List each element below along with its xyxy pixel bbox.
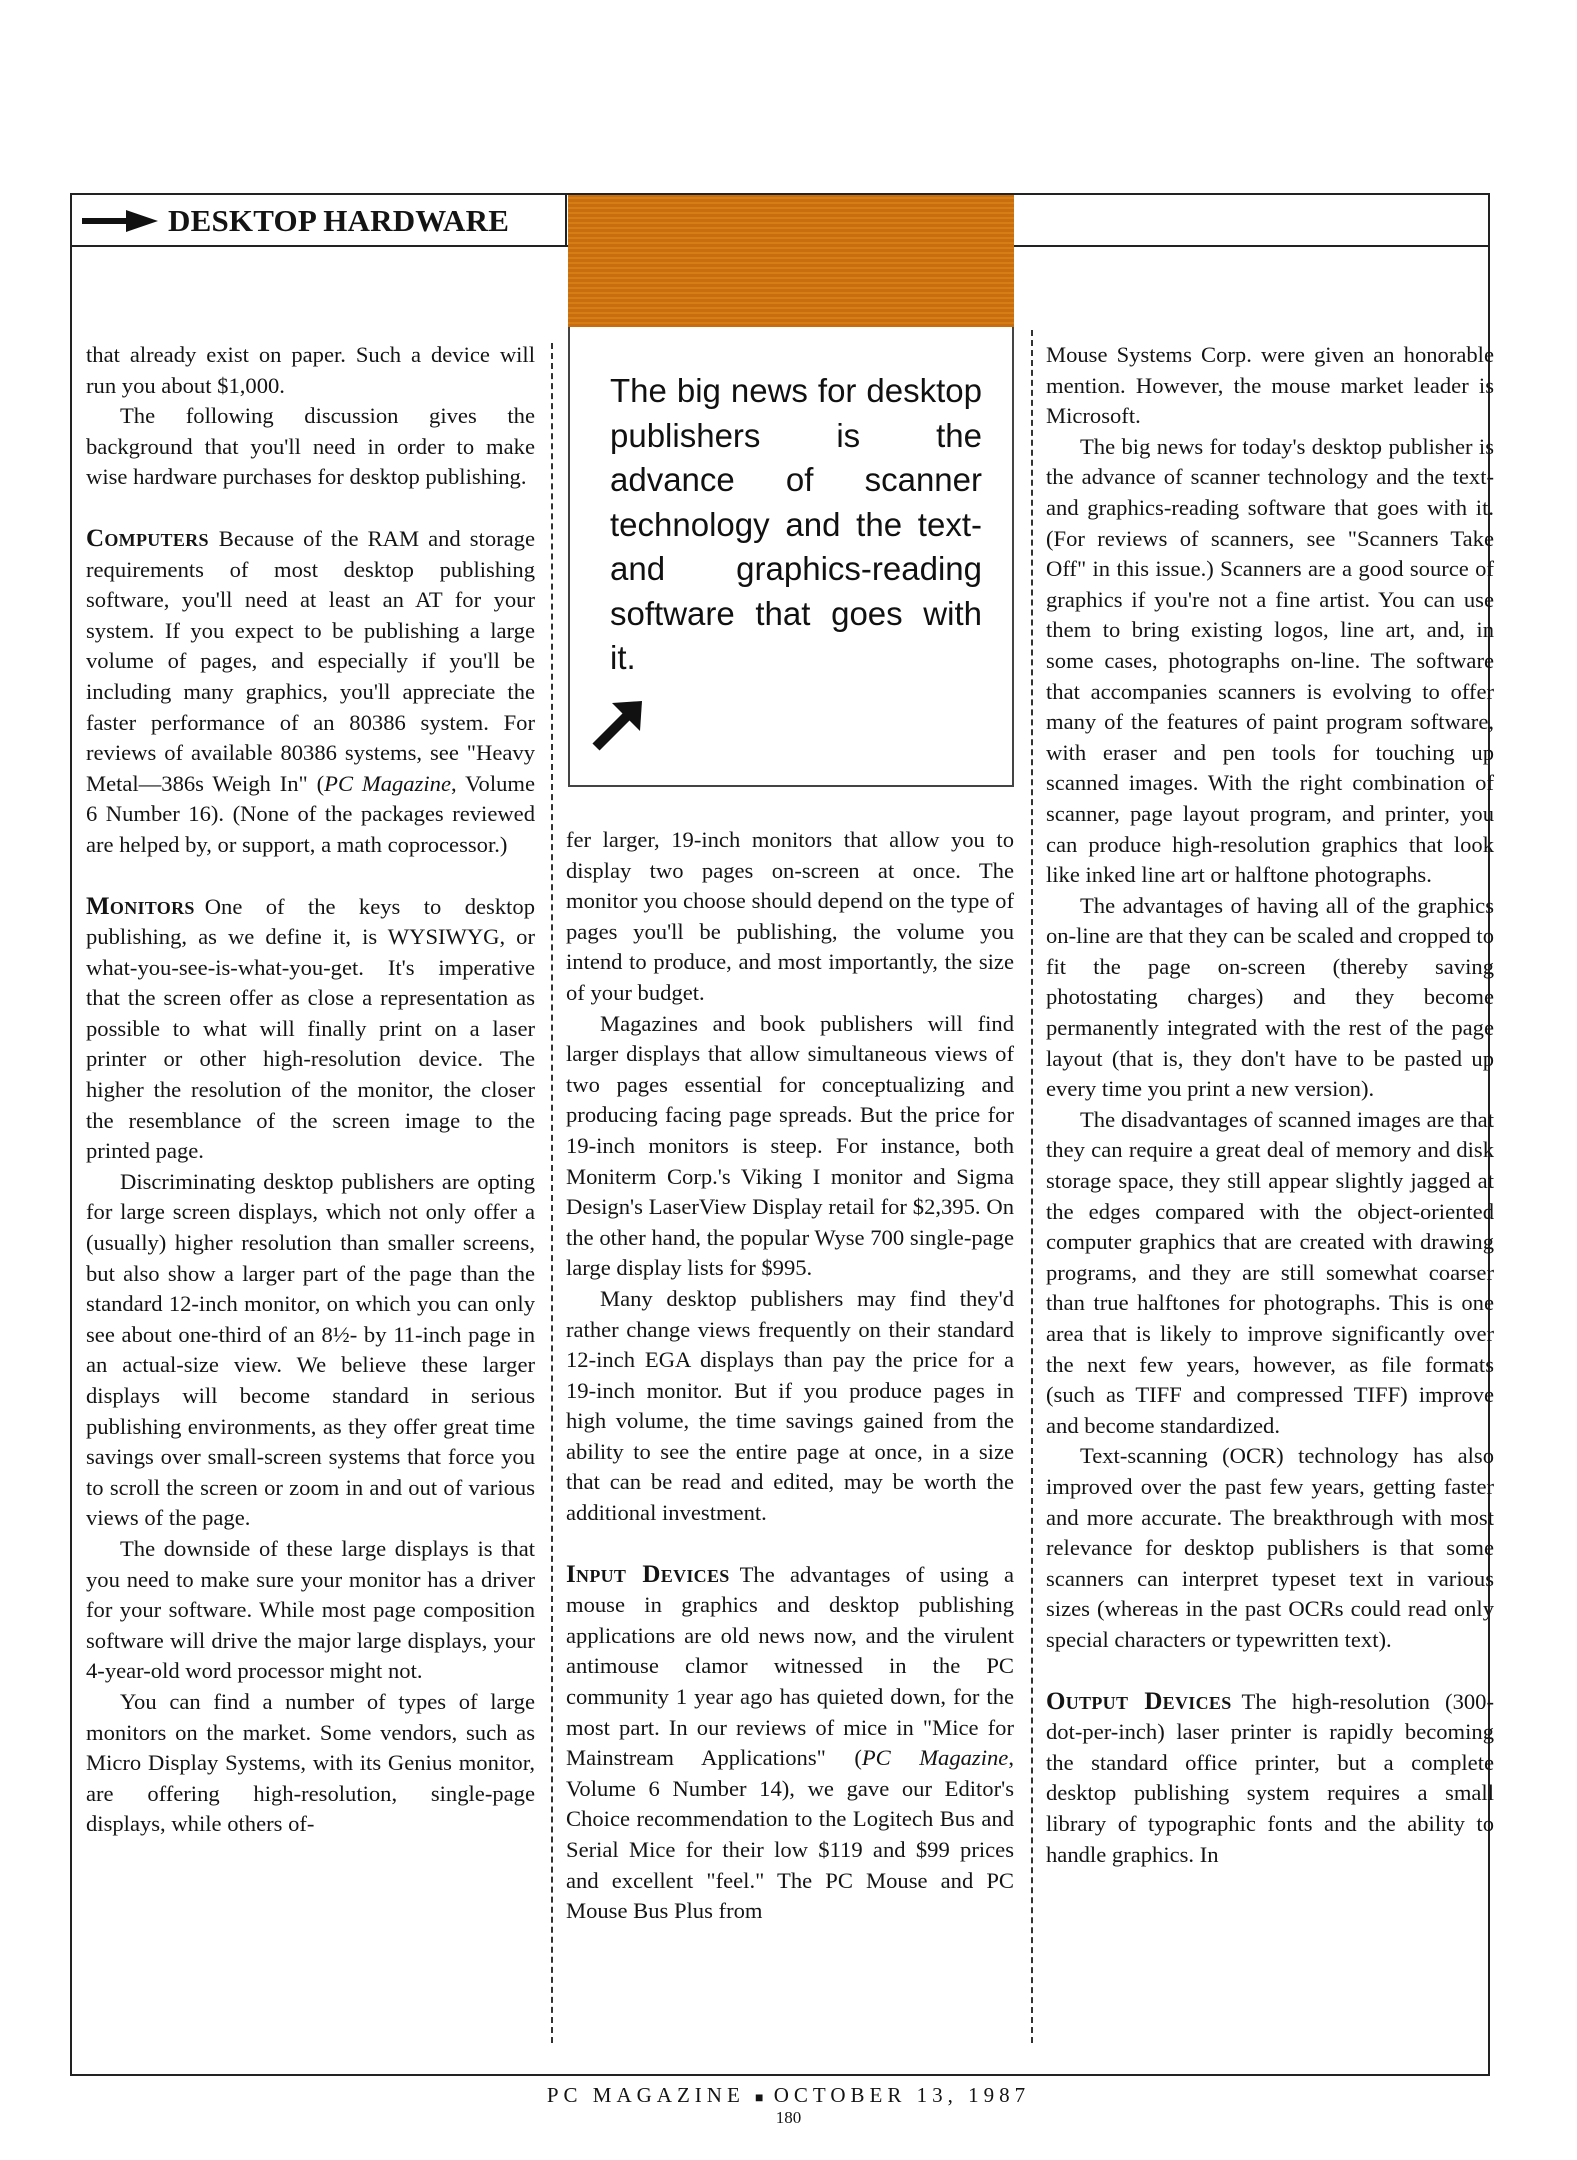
section-title: DESKTOP HARDWARE: [168, 203, 510, 238]
publication-title: PC Magazine: [861, 1745, 1009, 1771]
page-footer: [0, 2083, 1577, 2128]
orange-banner: [568, 195, 1014, 327]
separator-glyph: ■: [755, 2091, 764, 2106]
column-2: [566, 825, 1014, 1927]
paragraph: The following discussion gives the background that you'll need in order to make wise hardware purchases for desktop publishing.: [86, 403, 535, 490]
arrow-right-icon: [82, 210, 158, 232]
section-header: [82, 200, 509, 242]
paragraph: The disadvantages of scanned images are that they can require a great deal of memory and disk storage space, they still appear slightly jagged at the edges compared with the object-oriented computer graphics that are created with drawing programs, and they are still somewhat coarser than true halftones for photographs. This is one area that is likely to improve significantly over the next few years, however, as file formats (such as TIFF and compressed TIFF) improve and become standardized.: [1046, 1106, 1494, 1438]
monitors-section: [86, 892, 535, 1167]
column-1: [86, 340, 535, 1840]
computers-section: [86, 524, 535, 861]
pull-quote-box: [568, 327, 1014, 787]
subhead-monitors: Monitors: [86, 892, 195, 920]
subhead-output-devices: Output Devices: [1046, 1687, 1232, 1715]
input-devices-section: [566, 1560, 1014, 1927]
column-rule-right: [1031, 330, 1033, 2043]
paragraph: The downside of these large displays is that you need to make sure your monitor has a driver for your software. While most page composition software will drive the major large displays, your 4-year-old word processor might not.: [86, 1535, 535, 1684]
column-3: [1046, 340, 1494, 1870]
paragraph: Text-scanning (OCR) technology has also improved over the past few years, getting faster and more accurate. The breakthrough with most relevance for desktop publishers is that some scanners can interpret typeset text in various sizes (whereas in the past OCRs could read only special characters or typewritten text).: [1046, 1443, 1494, 1652]
output-devices-section: [1046, 1687, 1494, 1871]
paragraph-text: , Volume 6 Number 16). (None of the packages reviewed are helped by, or support, a math coprocessor.): [86, 770, 535, 857]
paragraph-text: The high-resolution (300-dot-per-inch) laser printer is rapidly becoming the standard office printer, but a complete desktop publishing system requires a small library of typographic fonts and the ability to handle graphics. In: [1046, 1688, 1494, 1867]
paragraph-text: One of the keys to desktop publishing, as we define it, is WYSIWYG, or what-you-see-is-what-you-get. It's imperative that the screen offer as close a representation as possible to what will finally print on a laser printer or other high-resolution device. The higher the resolution of the monitor, the closer the resemblance of the screen image to the printed page.: [86, 893, 535, 1164]
paragraph: Discriminating desktop publishers are opting for large screen displays, which not only offer a (usually) higher resolution than smaller screens, but also show a larger part of the page than the standard 12-inch monitor, on which you can only see about one-third of an 8½- by 11-inch page in an actual-size view. We believe these larger displays will become standard in serious publishing environments, as they offer great time savings over small-screen systems that force you to scroll the screen or zoom in and out of various views of the page.: [86, 1168, 535, 1531]
page-number: 180: [775, 2108, 802, 2127]
header-divider: [565, 193, 567, 247]
subhead-computers: Computers: [86, 524, 209, 552]
publication-title: PC Magazine: [324, 770, 452, 796]
issue-date: OCTOBER 13, 1987: [773, 2083, 1031, 2107]
paragraph: Many desktop publishers may find they'd rather change views frequently on their standard 12-inch EGA displays than pay the price for a 19-inch monitor. But if you produce pages in high volume, the time savings gained from the ability to see the entire page at once, in a size that can be read and edited, may be worth the additional investment.: [566, 1285, 1014, 1526]
paragraph: Magazines and book publishers will find larger displays that allow simultaneous views of two pages essential for conceptualizing and producing facing page spreads. But the price for 19-inch monitors is steep. For instance, both Moniterm Corp.'s Viking I monitor and Sigma Design's LaserView Display retail for $2,395. On the other hand, the popular Wyse 700 single-page large display lists for $995.: [566, 1010, 1014, 1281]
pull-quote: The big news for desktop publishers is the advance of scanner technology and the text- and graphics-reading software that goes with it.: [610, 372, 982, 676]
paragraph: The advantages of having all of the graphics on-line are that they can be scaled and cropped to fit the page on-screen (thereby saving photostating charges) and they become permanently integrated with the rest of the page layout (that is, they don't have to be pasted up every time you print a new version).: [1046, 892, 1494, 1102]
paragraph: Mouse Systems Corp. were given an honorable mention. However, the mouse market leader is Microsoft.: [1046, 342, 1494, 429]
paragraph: The big news for today's desktop publisher is the advance of scanner technology and the text- and graphics-reading software that goes with it. (For reviews of scanners, see "Scanners Take Off" in this issue.) Scanners are a good source of graphics if you're not a fine artist. You can use them to bring existing logos, line art, and, in some cases, photographs on-line. The software that accompanies scanners is evolving to offer many of the features of paint program software, with eraser and pen tools for touching up scanned images. With the right combination of scanner, page layout program, and printer, you can produce high-resolution graphics that look like inked line art or halftone photographs.: [1046, 433, 1494, 888]
paragraph-text: Because of the RAM and storage requirements of most desktop publishing software, you'll need at least an AT for your system. If you expect to be publishing a large volume of pages, and especially if you'll be including many graphics, you'll appreciate the faster performance of an 80386 system. For reviews of available 80386 systems, see "Heavy Metal—386s Weigh In" (: [86, 525, 535, 796]
paragraph: You can find a number of types of large monitors on the market. Some vendors, such as Micro Display Systems, with its Genius monitor, are offering high-resolution, single-page displays, while others of-: [86, 1688, 535, 1837]
column-rule-left: [551, 343, 553, 2043]
magazine-name: PC MAGAZINE: [546, 2083, 745, 2107]
arrow-up-right-icon: [590, 697, 646, 753]
paragraph: that already exist on paper. Such a device will run you about $1,000.: [86, 342, 535, 398]
paragraph-text: The advantages of using a mouse in graphics and desktop publishing applications are old news now, and the virulent antimouse clamor witnessed in the PC community 1 year ago has quieted down, for the most part. In our reviews of mice in "Mice for Mainstream Applications" (: [566, 1561, 1014, 1771]
folio-line: [0, 2083, 1577, 2108]
paragraph: fer larger, 19-inch monitors that allow you to display two pages on-screen at once. The monitor you choose should depend on the type of pages you'll be publishing, the volume you intend to produce, and most importantly, the size of your budget.: [566, 827, 1014, 1005]
subhead-input-devices: Input Devices: [566, 1560, 730, 1588]
paragraph-text: , Volume 6 Number 14), we gave our Editor's Choice recommendation to the Logitech Bus and Serial Mice for their low $119 and $99 prices and excellent "feel." The PC Mouse and PC Mouse Bus Plus from: [566, 1745, 1014, 1924]
